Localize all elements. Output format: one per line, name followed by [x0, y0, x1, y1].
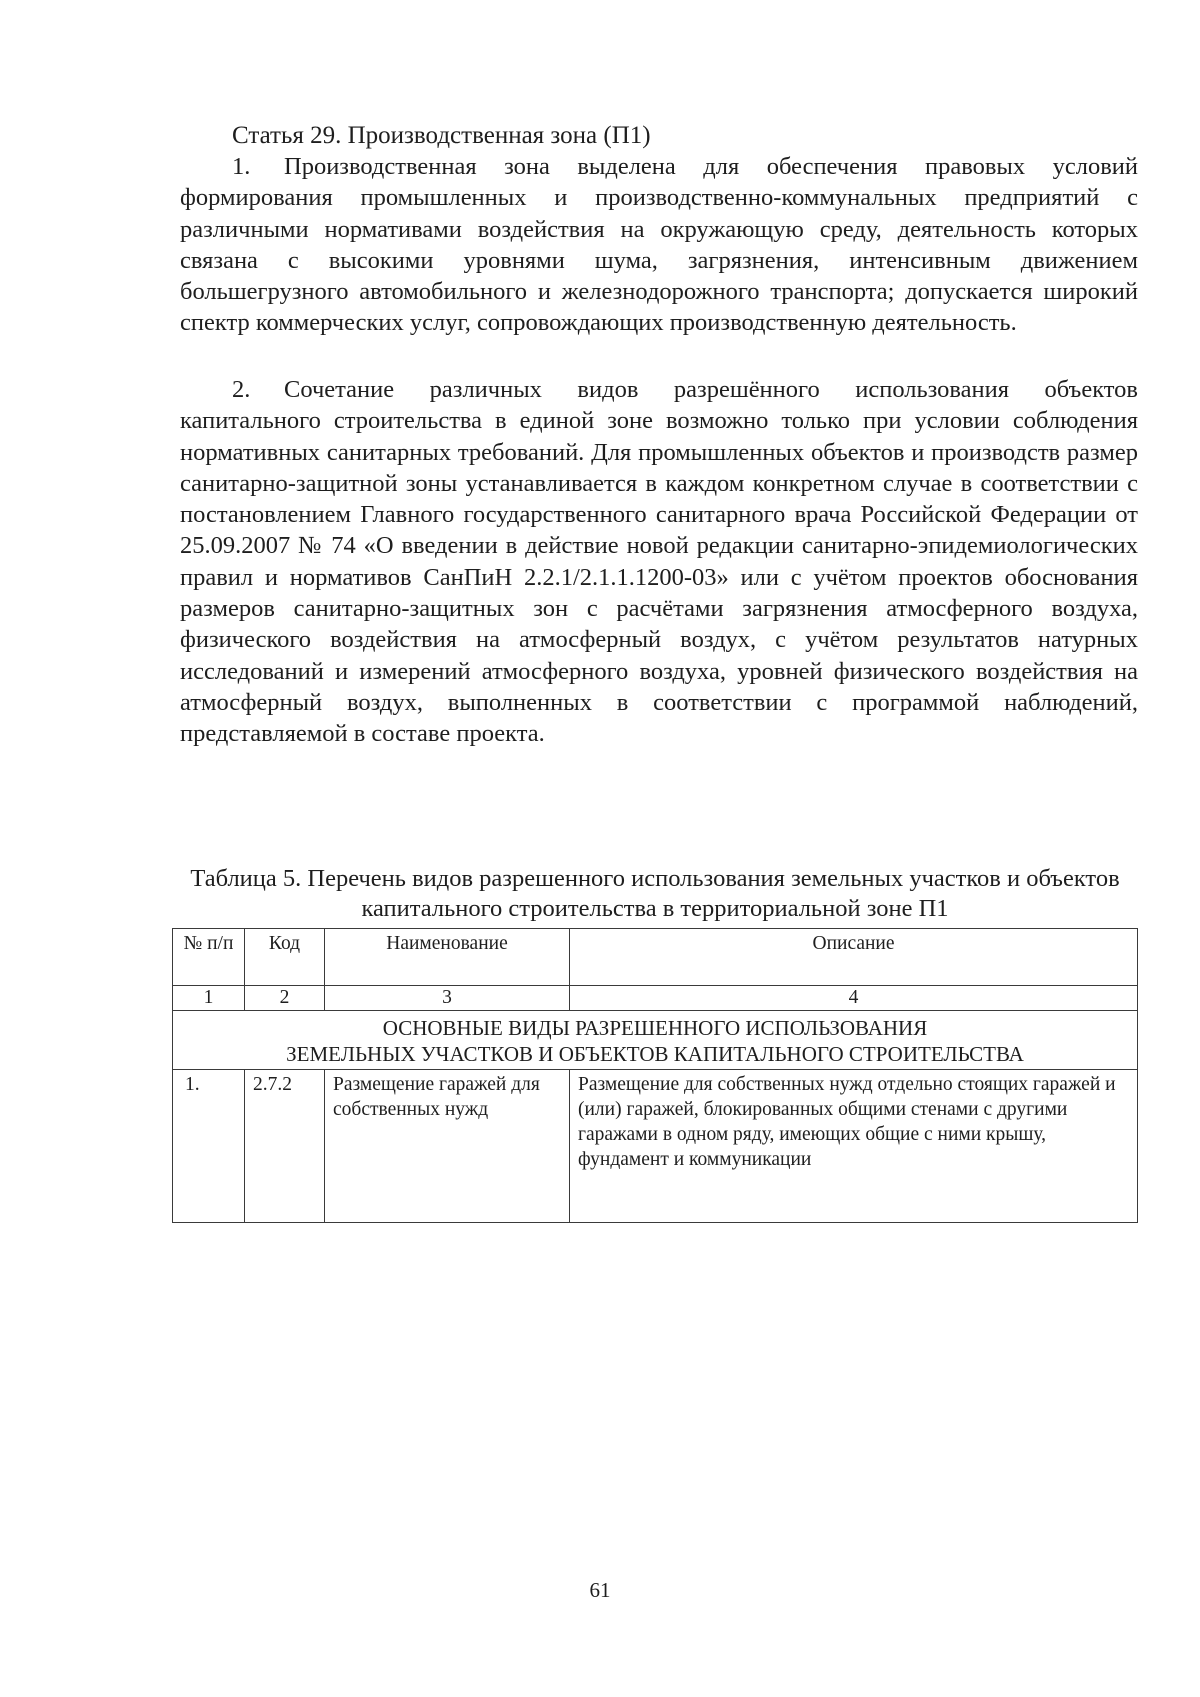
header-name: Наименование — [325, 929, 570, 986]
paragraph-text: Сочетание различных видов разрешённого использования объектов капитального строительства в единой зоне возможно только при условии соблюдения нормативных санитарных требований. Для промышленных объектов и производств размер санитарно-защитной зоны устанавливается в каждом конкретном случае в соответствии с постановлением Главного государственного санитарного врача Российской Федерации от 25.09.2007 № 74 «О введении в действие новой редакции санитарно-эпидемиологических правил и нормативов СанПиН 2.2.1/2.1.1.1200-03» или с учётом проектов обоснования размеров санитарно-защитных зон с расчётами загрязнения атмосферного воздуха, физического воздействия на атмосферный воздух, с учётом результатов натурных исследований и измерений атмосферного воздуха, уровней физического воздействия на атмосферный воздух, выполненных в соответствии с программой наблюдений, представляемой в составе проекта. — [180, 376, 1138, 748]
column-index: 3 — [325, 986, 570, 1011]
page-number: 61 — [589, 1578, 611, 1602]
article-paragraph-2 — [180, 374, 1138, 750]
section-title-row — [173, 1011, 1138, 1070]
section-title — [173, 1011, 1138, 1070]
column-index: 4 — [570, 986, 1138, 1011]
row-name: Размещение гаражей для собственных нужд — [325, 1070, 570, 1223]
column-index: 2 — [245, 986, 325, 1011]
permitted-use-table — [172, 928, 1138, 1223]
table-caption: Таблица 5. Перечень видов разрешенного использования земельных участков и объектов капитального строительства в территориальной зоне П1 — [190, 865, 1120, 922]
row-description: Размещение для собственных нужд отдельно стоящих гаражей и (или) гаражей, блокированных общими стенами с другими гаражами в одном ряду, имеющих общие с ними крышу, фундамент и коммуникации — [570, 1070, 1138, 1223]
header-number: № п/п — [173, 929, 245, 986]
table-row — [173, 1070, 1138, 1223]
header-description: Описание — [570, 929, 1138, 986]
article-heading: Статья 29. Производственная зона (П1) — [232, 122, 651, 149]
row-number: 1. — [173, 1070, 245, 1223]
row-code: 2.7.2 — [245, 1070, 325, 1223]
table-header-row — [173, 929, 1138, 986]
section-title-line-2: ЗЕМЕЛЬНЫХ УЧАСТКОВ И ОБЪЕКТОВ КАПИТАЛЬНОГО СТРОИТЕЛЬСТВА — [286, 1042, 1024, 1066]
article-paragraph-1 — [180, 151, 1138, 339]
paragraph-number: 1. — [232, 153, 251, 180]
paragraph-text: Производственная зона выделена для обеспечения правовых условий формирования промышленных и производственно-коммунальных предприятий с различными нормативами воздействия на окружающую среду, деятельность которых связана с высокими уровнями шума, загрязнения, интенсивным движением большегрузного автомобильного и железнодорожного транспорта; допускается широкий спектр коммерческих услуг, сопровождающих производственную деятельность. — [180, 153, 1138, 337]
column-index-row — [173, 986, 1138, 1011]
column-index: 1 — [173, 986, 245, 1011]
header-code: Код — [245, 929, 325, 986]
paragraph-number: 2. — [232, 376, 251, 403]
section-title-line-1: ОСНОВНЫЕ ВИДЫ РАЗРЕШЕННОГО ИСПОЛЬЗОВАНИЯ — [382, 1016, 928, 1040]
